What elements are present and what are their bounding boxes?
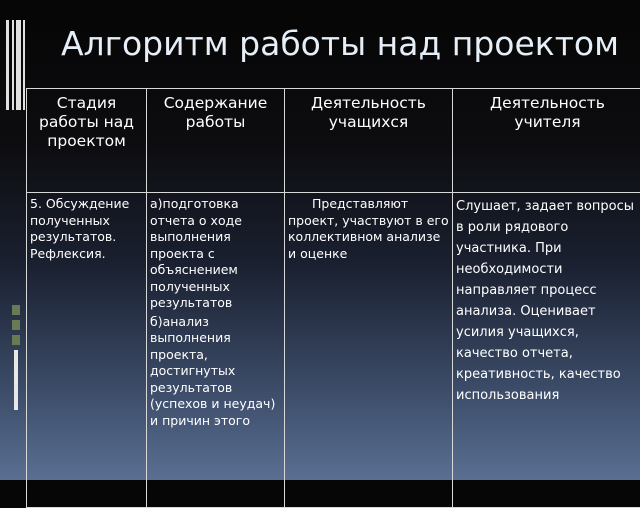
content-item-a: а)подготовка отчета о ходе выполнения проекта с объяснением полученных результатов (150, 196, 281, 312)
algorithm-table (26, 88, 640, 508)
header-teacher: Деятельность учителя (453, 89, 640, 193)
header-stage: Стадия работы над проектом (27, 89, 147, 193)
table-row (27, 193, 640, 508)
cell-stage: 5. Обсуждение полученных результатов. Рефлексия. (27, 193, 147, 508)
content-item-b: б)анализ выполнения проекта, достигнутых результатов (успехов и неудач) и причин этого (150, 314, 281, 430)
header-content: Содержание работы (147, 89, 285, 193)
decorative-side-marks (12, 305, 24, 455)
cell-content (147, 193, 285, 508)
decorative-bars (6, 20, 28, 110)
table-header-row (27, 89, 640, 193)
students-text: Представляют проект, участвуют в его коллективном анализе и оценке (288, 196, 449, 261)
header-students: Деятельность учащихся (285, 89, 453, 193)
cell-teacher: Слушает, задает вопросы в роли рядового участника. При необходимости направляет процесс анализа. Оценивает усилия учащихся, качество отчета, креативность, качество использования (453, 193, 640, 508)
slide-title: Алгоритм работы над проектом (60, 22, 620, 66)
cell-students (285, 193, 453, 508)
